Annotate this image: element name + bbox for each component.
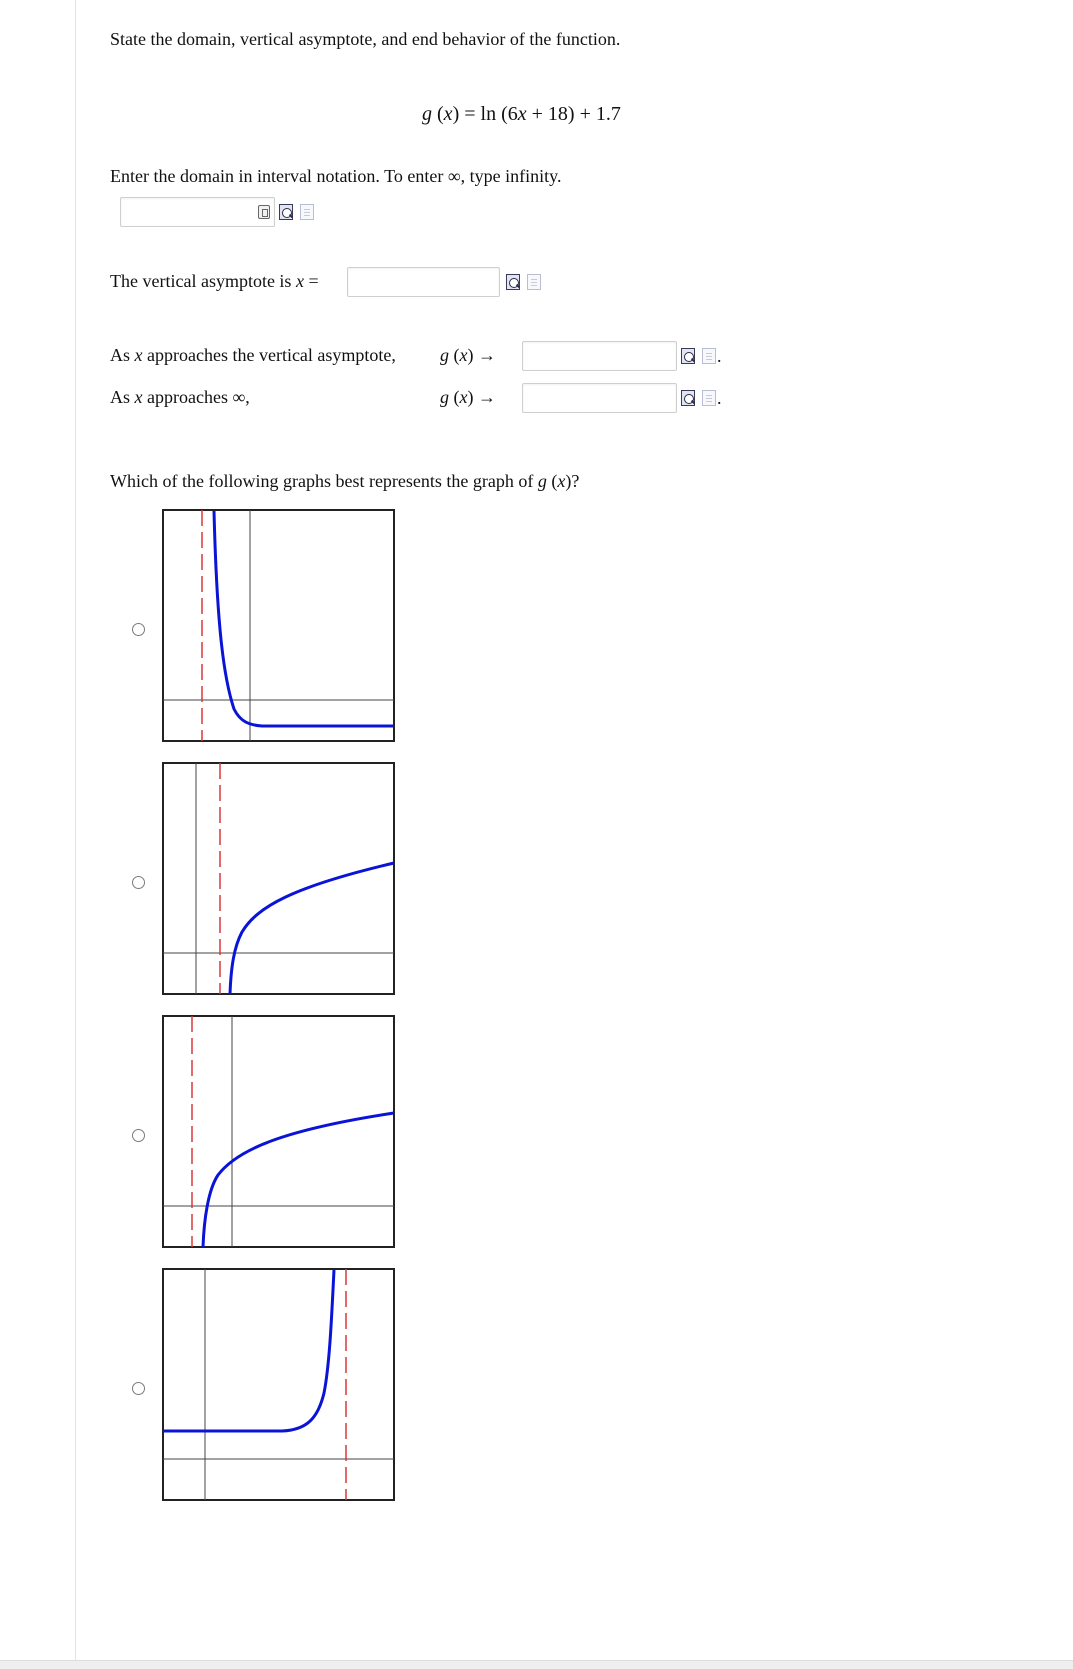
graph-prompt-post: ?: [571, 471, 580, 491]
question-prompt: State the domain, vertical asymptote, and end behavior of the function.: [110, 29, 621, 49]
equation-var: x: [443, 103, 453, 125]
row1-period: .: [717, 346, 722, 366]
graph-question-prompt: [110, 470, 579, 492]
row1-pre: As: [110, 345, 135, 365]
graph-option-4-radio[interactable]: [132, 1382, 145, 1395]
graph-prompt-var: x: [557, 471, 566, 491]
graph-prompt-open-paren: (: [546, 471, 558, 491]
end-behavior-infinity-input[interactable]: [522, 383, 677, 413]
row1-post: approaches the vertical asymptote,: [142, 345, 396, 365]
left-border-rule: [75, 0, 76, 1660]
equation-equals: ) =: [452, 103, 481, 125]
equation-fname: g: [422, 103, 432, 125]
row2-post: approaches ∞,: [142, 387, 250, 407]
row1-close-paren: ): [467, 345, 478, 365]
graph-1-frame: [163, 510, 394, 741]
row2-help-icon[interactable]: [702, 390, 716, 406]
domain-help-icon[interactable]: [300, 204, 314, 220]
graph-prompt-fname: g: [537, 471, 547, 491]
row2-g-of-x: [440, 386, 496, 408]
row1-open-paren: (: [449, 345, 460, 365]
domain-preview-icon[interactable]: [279, 204, 293, 220]
graph-option-4-svg: [162, 1268, 395, 1501]
asymptote-input[interactable]: [347, 267, 500, 297]
function-equation: [422, 103, 621, 126]
graph-option-1-svg: [162, 509, 395, 742]
asymptote-label: [110, 270, 319, 292]
graph-prompt-close-paren: ): [565, 471, 572, 491]
domain-instruction-post: , type infinity.: [460, 166, 562, 186]
row1-g-of-x: [440, 344, 496, 366]
domain-input[interactable]: [120, 197, 275, 227]
row1-var: x: [134, 345, 143, 365]
row2-close-paren: ): [467, 387, 478, 407]
row2-preview-icon[interactable]: [681, 390, 695, 406]
asymptote-label-pre: The vertical asymptote is: [110, 271, 296, 291]
end-behavior-asymptote-input[interactable]: [522, 341, 677, 371]
row1-preview-icon[interactable]: [681, 348, 695, 364]
equation-open-paren: (: [432, 103, 444, 125]
graph-option-3[interactable]: [162, 1015, 395, 1248]
graph-3-frame: [163, 1016, 394, 1247]
graph-option-3-svg: [162, 1015, 395, 1248]
row1-gvar: x: [459, 345, 468, 365]
graph-option-2[interactable]: [162, 762, 395, 995]
row2-arrow: →: [478, 387, 496, 407]
row2-open-paren: (: [449, 387, 460, 407]
graph-option-3-radio[interactable]: [132, 1129, 145, 1142]
domain-instruction-pre: Enter the domain in interval notation. To enter: [110, 166, 448, 186]
equation-expr-var: x: [517, 103, 527, 125]
graph-option-2-svg: [162, 762, 395, 995]
asymptote-label-post: =: [303, 271, 319, 291]
equation-expr-pre: ln (6: [480, 103, 518, 125]
domain-infinity-symbol: ∞: [447, 166, 461, 186]
row2-var: x: [134, 387, 143, 407]
asymptote-label-var: x: [295, 271, 304, 291]
row1-arrow: →: [478, 345, 496, 365]
row2-pre: As: [110, 387, 135, 407]
row2-period: .: [717, 388, 722, 408]
keypad-icon[interactable]: [258, 205, 270, 219]
row1-help-icon[interactable]: [702, 348, 716, 364]
asymptote-help-icon[interactable]: [527, 274, 541, 290]
graph-option-1[interactable]: [162, 509, 395, 742]
asymptote-preview-icon[interactable]: [506, 274, 520, 290]
domain-instruction: [110, 165, 562, 187]
row1-fname: g: [440, 345, 449, 365]
graph-option-1-radio[interactable]: [132, 623, 145, 636]
graph-4-frame: [163, 1269, 394, 1500]
graph-option-4[interactable]: [162, 1268, 395, 1501]
row2-gvar: x: [459, 387, 468, 407]
graph-option-2-radio[interactable]: [132, 876, 145, 889]
end-behavior-row2-label: [110, 386, 250, 408]
equation-expr-post: + 18) + 1.7: [526, 103, 621, 125]
graph-2-frame: [163, 763, 394, 994]
graph-prompt-pre: Which of the following graphs best represents the graph of: [110, 471, 538, 491]
row2-fname: g: [440, 387, 449, 407]
end-behavior-row1-label: [110, 344, 396, 366]
